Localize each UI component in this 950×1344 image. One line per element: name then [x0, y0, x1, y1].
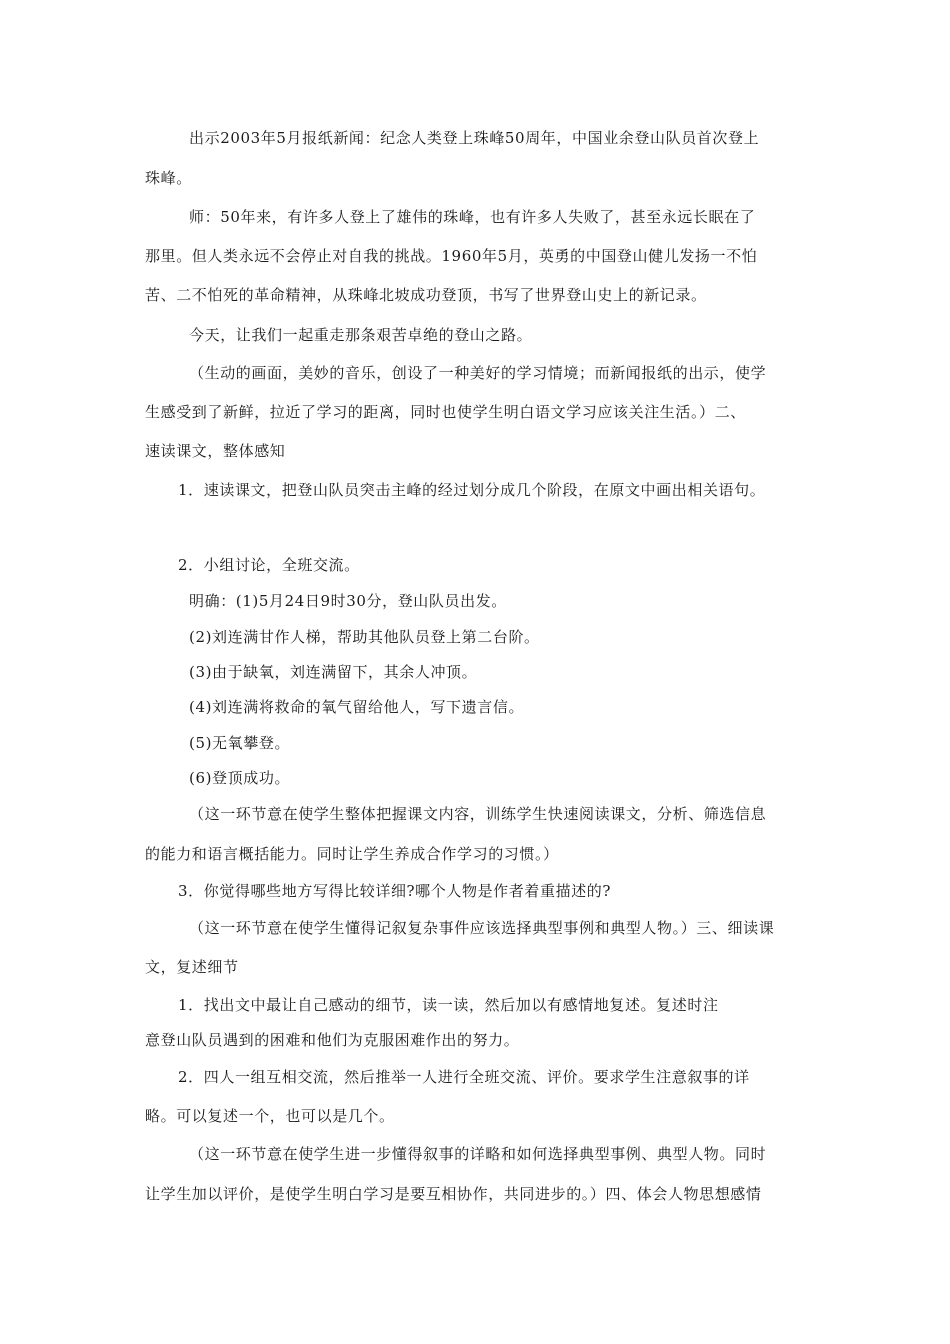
text-line: 出示2003年5月报纸新闻：纪念人类登上珠峰50周年，中国业余登山队员首次登上 — [189, 129, 760, 147]
text-line: 明确：(1)5月24日9时30分，登山队员出发。 — [189, 592, 507, 610]
text-line: 2．四人一组互相交流，然后推举一人进行全班交流、评价。要求学生注意叙事的详 — [178, 1068, 750, 1086]
text-line: （生动的画面，美妙的音乐，创设了一种美好的学习情境；而新闻报纸的出示，使学 — [189, 364, 767, 382]
text-line: 的能力和语言概括能力。同时让学生养成合作学习的习惯。） — [145, 845, 559, 863]
text-line: 生感受到了新鲜，拉近了学习的距离，同时也使学生明白语文学习应该关注生活。）二、 — [145, 403, 746, 421]
text-line: 意登山队员遇到的困难和他们为克服困难作出的努力。 — [145, 1031, 520, 1049]
text-line: 苦、二不怕死的革命精神，从珠峰北坡成功登顶，书写了世界登山史上的新记录。 — [145, 286, 707, 304]
text-line: 3．你觉得哪些地方写得比较详细?哪个人物是作者着重描述的? — [178, 882, 612, 900]
text-line: 1．速读课文，把登山队员突击主峰的经过划分成几个阶段，在原文中画出相关语句。 — [178, 481, 766, 499]
text-line: 那里。但人类永远不会停止对自我的挑战。1960年5月，英勇的中国登山健儿发扬一不怕 — [145, 247, 758, 265]
text-line: 让学生加以评价，是使学生明白学习是要互相协作，共同进步的。）四、体会人物思想感情 — [145, 1185, 762, 1203]
text-line: (6)登顶成功。 — [189, 769, 291, 787]
text-line: 珠峰。 — [145, 169, 192, 187]
text-line: 速读课文，整体感知 — [145, 442, 286, 460]
text-line: 略。可以复述一个，也可以是几个。 — [145, 1107, 395, 1125]
text-line: （这一环节意在使学生懂得记叙复杂事件应该选择典型事例和典型人物。）三、细读课 — [189, 919, 775, 937]
text-line: (3)由于缺氧，刘连满留下，其余人冲顶。 — [189, 663, 478, 681]
text-line: 1．找出文中最让自己感动的细节，读一读，然后加以有感情地复述。复述时注 — [178, 996, 719, 1014]
text-line: 今天，让我们一起重走那条艰苦卓绝的登山之路。 — [189, 326, 533, 344]
text-line: (5)无氧攀登。 — [189, 734, 291, 752]
text-line: 文，复述细节 — [145, 958, 239, 976]
text-line: （这一环节意在使学生进一步懂得叙事的详略和如何选择典型事例、典型人物。同时 — [189, 1145, 767, 1163]
text-line: (2)刘连满甘作人梯，帮助其他队员登上第二台阶。 — [189, 628, 540, 646]
text-line: （这一环节意在使学生整体把握课文内容，训练学生快速阅读课文，分析、筛选信息 — [189, 805, 767, 823]
text-line: 师：50年来，有许多人登上了雄伟的珠峰，也有许多人失败了，甚至永远长眠在了 — [189, 208, 756, 226]
text-line: (4)刘连满将救命的氧气留给他人，写下遗言信。 — [189, 698, 525, 716]
text-line: 2．小组讨论，全班交流。 — [178, 556, 360, 574]
